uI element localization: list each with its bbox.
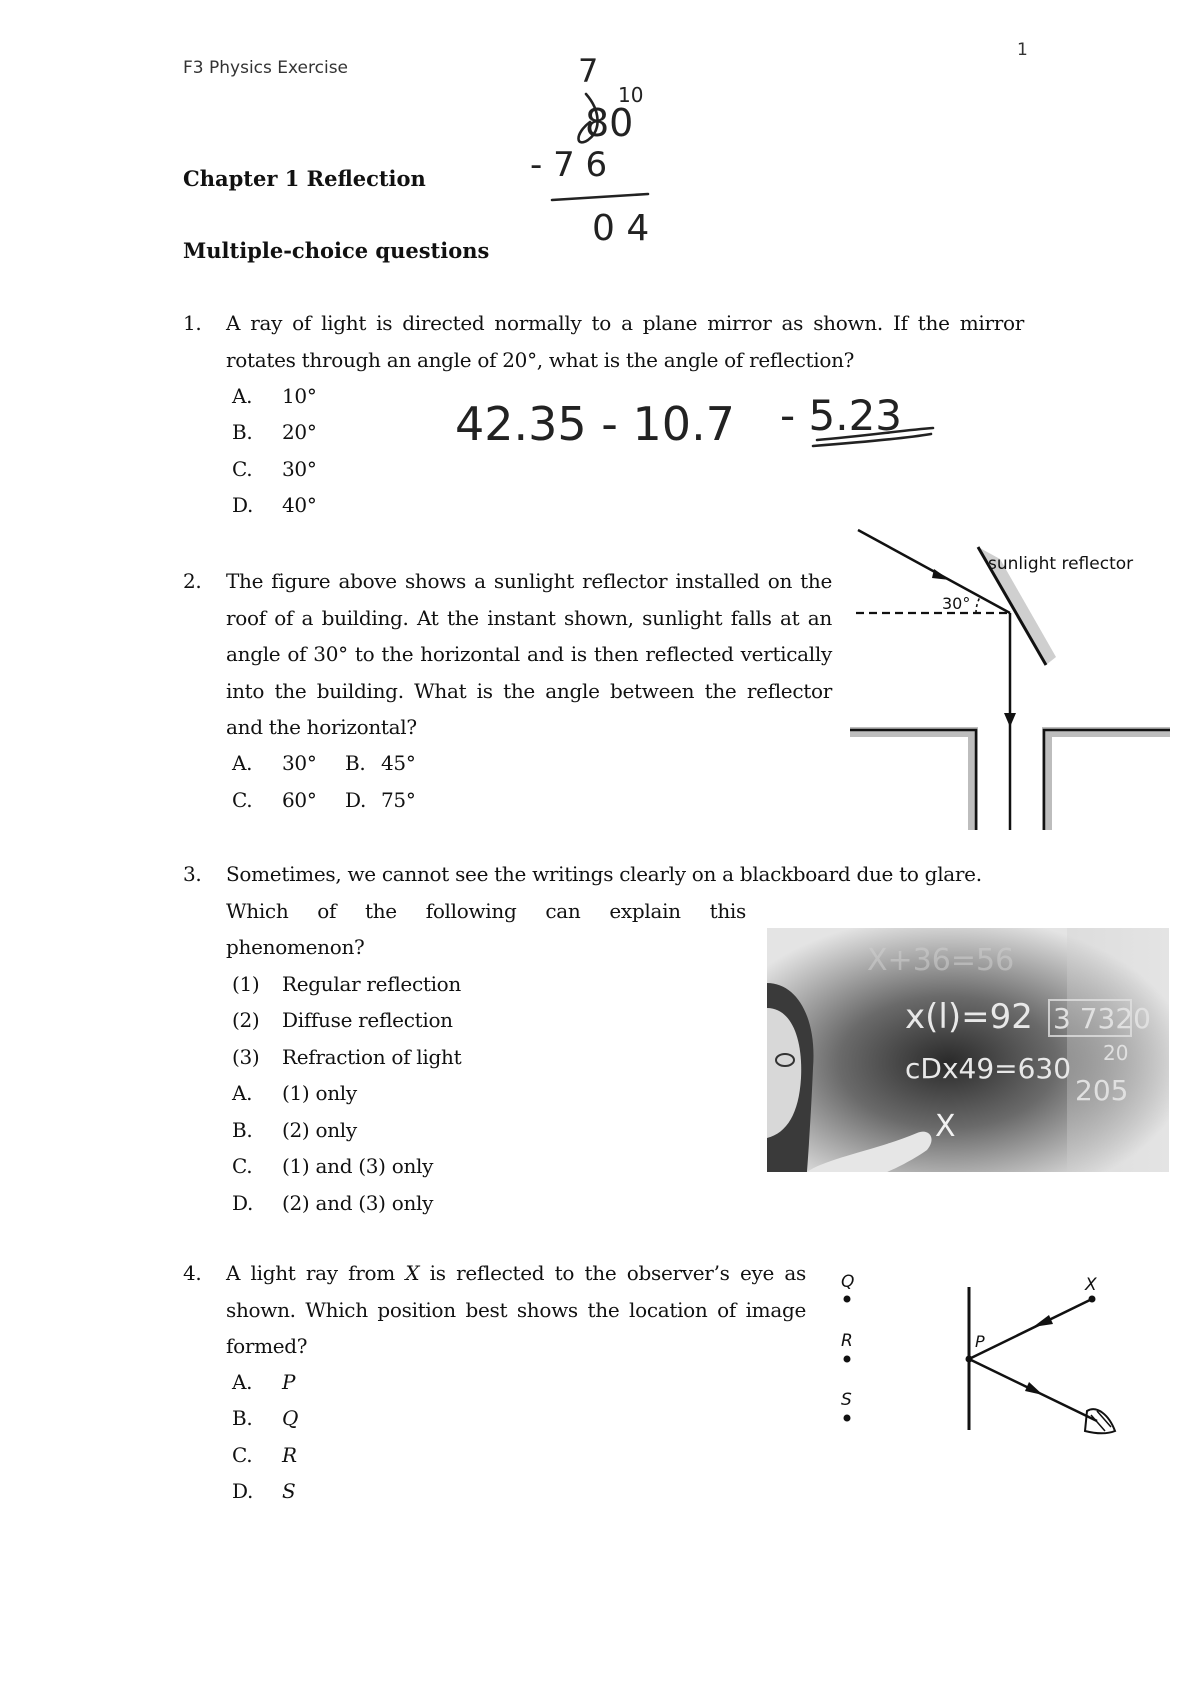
option-letter: C. (232, 1154, 253, 1178)
option-text: 20° (282, 420, 317, 444)
option-d (232, 1185, 434, 1222)
document-header: F3 Physics Exercise (183, 58, 349, 78)
point-s (844, 1415, 851, 1422)
option-b (232, 1400, 299, 1437)
question-number: 3. (183, 862, 202, 886)
reflected-ray-arrow (1025, 1382, 1043, 1395)
handwritten-subtraction (530, 50, 670, 250)
chalk-equation-1: X+36=56 (867, 943, 1015, 978)
option-text: R (282, 1443, 297, 1467)
reflected-ray-arrow (1004, 713, 1016, 727)
option-d (232, 487, 317, 524)
chapter-title: Chapter 1 Reflection (183, 166, 426, 191)
option-a (232, 1364, 296, 1401)
page-number: 1 (1017, 40, 1028, 60)
chalk-mark: X (935, 1109, 956, 1144)
statement-3 (232, 1039, 462, 1076)
statement-label: (2) (232, 1008, 260, 1032)
section-title: Multiple-choice questions (183, 238, 490, 263)
option-text: 40° (282, 493, 317, 517)
option-a (232, 1075, 357, 1112)
question-text-line-2: Which of the following can explain this (226, 899, 746, 923)
question-text (226, 1255, 806, 1365)
statement-label: (3) (232, 1045, 260, 1069)
roof-left (850, 727, 978, 830)
question-text: A ray of light is directed normally to a plane mirror as shown. If the mirror rotates through an angle of 20°, what is the angle of reflection? (226, 311, 1024, 372)
chalk-box-1: 3 7320 (1053, 1002, 1151, 1035)
point-s-label: S (841, 1390, 852, 1410)
option-letter: A. (232, 1081, 253, 1105)
angle-arc (976, 597, 980, 613)
handwritten-number: 80 (585, 101, 634, 145)
point-r (844, 1356, 851, 1363)
option-text: (1) only (282, 1081, 357, 1105)
angle-label: 30° (942, 594, 971, 613)
question-text-line-3: phenomenon? (226, 935, 365, 959)
point-q-label: Q (841, 1272, 855, 1292)
option-letter: C. (232, 1443, 253, 1467)
question-text-part: A light ray from (226, 1261, 406, 1285)
option-letter: B. (232, 420, 253, 444)
option-c (232, 1437, 297, 1474)
question-number: 1. (183, 311, 202, 335)
option-text: 60° (282, 788, 317, 812)
option-text: 30° (282, 457, 317, 481)
point-r-label: R (841, 1331, 853, 1351)
chalk-box-3: 205 (1075, 1074, 1129, 1107)
option-text: (1) and (3) only (282, 1154, 434, 1178)
option-a (232, 378, 317, 415)
statement-text: Diffuse reflection (282, 1008, 453, 1032)
question-text-line-1: Sometimes, we cannot see the writings clearly on a blackboard due to glare. (226, 862, 982, 886)
question-number: 2. (183, 569, 202, 593)
statement-text: Regular reflection (282, 972, 462, 996)
option-letter: A. (232, 751, 253, 775)
option-letter: B. (232, 1406, 253, 1430)
statement-text: Refraction of light (282, 1045, 462, 1069)
option-letter: D. (232, 493, 254, 517)
option-d (232, 1473, 296, 1510)
option-text: 30° (282, 751, 317, 775)
point-q (844, 1296, 851, 1303)
option-text: 10° (282, 384, 317, 408)
option-text: Q (282, 1406, 299, 1430)
option-letter: B. (232, 1118, 253, 1142)
handwritten-borrow-digit: 7 (578, 52, 599, 90)
option-text: P (282, 1370, 296, 1394)
option-text: S (282, 1479, 296, 1503)
statement-2 (232, 1002, 453, 1039)
point-p-label: P (975, 1332, 985, 1351)
blackboard-glare-photo (767, 928, 1169, 1172)
option-a (232, 745, 317, 782)
option-text: 45° (381, 751, 416, 775)
handwritten-underline (552, 194, 648, 200)
image-location-figure (835, 1265, 1165, 1455)
sunlight-reflector-figure (850, 525, 1170, 830)
handwritten-borrow-ten: 10 (618, 83, 644, 107)
handwritten-result: 0 4 (592, 208, 650, 249)
option-letter: D. (232, 1191, 254, 1215)
option-letter: B. (345, 751, 366, 775)
incident-ray-arrow (932, 569, 950, 580)
option-letter: A. (232, 384, 253, 408)
question-text-part: is reflected to the observer’s eye as shown. Which position best shows the location of image formed? (226, 1261, 806, 1359)
option-c (232, 782, 317, 819)
handwritten-expression-result: - 5.23 (780, 391, 903, 440)
incident-ray (969, 1299, 1092, 1359)
chalk-equation-3: cDx49=630 (905, 1052, 1072, 1085)
option-letter: D. (232, 1479, 254, 1503)
option-b (345, 745, 416, 782)
option-c (232, 451, 317, 488)
point-x-label: X (1085, 1275, 1097, 1295)
option-d (345, 782, 416, 819)
statement-1 (232, 966, 462, 1003)
option-b (232, 1112, 357, 1149)
observer-eye-icon (1085, 1409, 1115, 1433)
option-letter: C. (232, 788, 253, 812)
reflector-label: sunlight reflector (988, 554, 1134, 574)
question-number: 4. (183, 1261, 202, 1285)
option-c (232, 1148, 434, 1185)
option-letter: C. (232, 457, 253, 481)
handwritten-subtrahend: - 7 6 (530, 145, 608, 185)
option-letter: D. (345, 788, 367, 812)
option-text: 75° (381, 788, 416, 812)
statement-label: (1) (232, 972, 260, 996)
option-text: (2) and (3) only (282, 1191, 434, 1215)
handwritten-expression-text: 42.35 - 10.7 (455, 397, 735, 451)
chalk-equation-2: x(l)=92 (905, 997, 1033, 1037)
incident-ray-arrow (1033, 1315, 1053, 1327)
chalk-box-2: 20 (1103, 1041, 1129, 1065)
roof-right-edge (1044, 730, 1170, 830)
variable-x: X (405, 1261, 420, 1285)
roof-left-edge (850, 730, 976, 830)
option-text: (2) only (282, 1118, 357, 1142)
option-letter: A. (232, 1370, 253, 1394)
roof-right (1042, 727, 1170, 830)
question-text: The figure above shows a sunlight reflector installed on the roof of a building. At the instant shown, sunlight falls at an angle of 30° to the horizontal and is then reflected vertically into the building. What is the angle between the reflector and the horizontal? (226, 569, 832, 740)
handwritten-expression (445, 378, 945, 458)
option-b (232, 414, 317, 451)
